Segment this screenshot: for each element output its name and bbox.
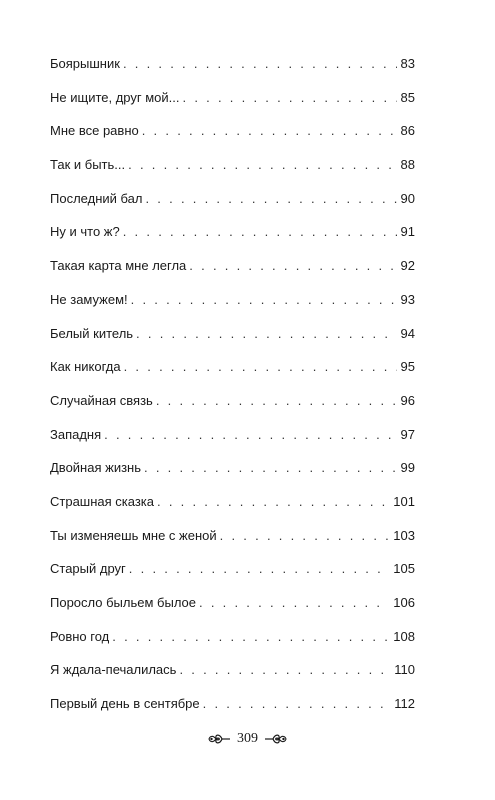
- toc-entry[interactable]: [50, 528, 415, 562]
- toc-page-number: 106: [393, 595, 415, 610]
- toc-page-number: 108: [393, 628, 415, 644]
- toc-entry[interactable]: [50, 494, 415, 528]
- toc-page-number: 92: [400, 258, 415, 274]
- dot-leader: [136, 326, 396, 342]
- dot-leader: [203, 696, 391, 712]
- toc-entry[interactable]: [50, 56, 415, 90]
- ornament-right-icon: [264, 732, 288, 746]
- ornament-left-icon: [207, 732, 231, 746]
- toc-entry[interactable]: [50, 427, 415, 461]
- dot-leader: [112, 629, 389, 645]
- dot-leader: [189, 258, 396, 274]
- toc-page-number: 85: [400, 89, 415, 105]
- toc-title: Как никогда: [50, 359, 121, 375]
- dot-leader: [220, 528, 390, 544]
- toc-title: Страшная сказка: [50, 493, 155, 509]
- toc-page-number: 90: [400, 190, 415, 206]
- toc-page-number: 97: [400, 426, 415, 442]
- toc-title: Ну и что ж?: [50, 224, 120, 240]
- toc-title: Мне все равно: [50, 123, 139, 139]
- toc-entry[interactable]: [50, 696, 415, 730]
- dot-leader: [104, 427, 396, 443]
- toc-title: Ты изменяешь мне с женой: [50, 527, 217, 543]
- toc-entry[interactable]: [50, 326, 415, 360]
- toc-page-number: 94: [400, 325, 415, 341]
- toc-page-number: 103: [393, 527, 415, 543]
- toc-title: Западня: [50, 426, 102, 442]
- toc-title: Так и быть...: [50, 157, 126, 173]
- toc-title: Поросло быльем былое: [50, 595, 197, 610]
- toc-page-number: 112: [394, 696, 415, 712]
- dot-leader: [145, 191, 396, 207]
- toc-entry[interactable]: [50, 359, 415, 393]
- page-footer: [0, 731, 495, 747]
- toc-page-number: 83: [400, 56, 415, 71]
- toc-title: Последний бал: [50, 190, 143, 206]
- toc-entry[interactable]: [50, 460, 415, 494]
- toc-title: Случайная связь: [50, 392, 153, 408]
- toc-title: Старый друг: [50, 561, 126, 577]
- dot-leader: [157, 494, 389, 510]
- dot-leader: [128, 157, 396, 173]
- toc-entry[interactable]: [50, 90, 415, 124]
- toc-title: Не замужем!: [50, 291, 128, 307]
- toc-entry[interactable]: [50, 393, 415, 427]
- page-number: 309: [237, 731, 258, 746]
- toc-title: Боярышник: [50, 56, 120, 71]
- toc-entry[interactable]: [50, 629, 415, 663]
- toc-page-number: 105: [393, 561, 415, 577]
- toc-title: Я ждала-печалилась: [50, 662, 177, 678]
- toc-page-number: 101: [393, 493, 415, 509]
- toc-entry[interactable]: [50, 224, 415, 258]
- toc-page-number: 95: [400, 359, 415, 375]
- toc-entry[interactable]: [50, 561, 415, 595]
- toc-title: Белый китель: [50, 325, 134, 341]
- toc-page-number: 91: [400, 224, 415, 240]
- toc-title: Такая карта мне легла: [50, 258, 187, 274]
- toc-entry[interactable]: [50, 157, 415, 191]
- toc-page-number: 88: [400, 157, 415, 173]
- dot-leader: [142, 123, 397, 139]
- dot-leader: [131, 292, 397, 308]
- toc-page-number: 93: [400, 291, 415, 307]
- toc-title: Не ищите, друг мой...: [50, 89, 180, 105]
- dot-leader: [123, 224, 397, 240]
- toc-title: Двойная жизнь: [50, 460, 141, 476]
- dot-leader: [179, 662, 390, 678]
- dot-leader: [144, 460, 397, 476]
- toc-entry[interactable]: [50, 123, 415, 157]
- dot-leader: [183, 90, 397, 106]
- dot-leader: [124, 359, 397, 375]
- dot-leader: [156, 393, 397, 409]
- toc-page-number: 96: [400, 392, 415, 408]
- toc-entry[interactable]: [50, 191, 415, 225]
- table-of-contents: [50, 56, 415, 730]
- toc-entry[interactable]: [50, 258, 415, 292]
- toc-entry[interactable]: [50, 662, 415, 696]
- toc-entry[interactable]: [50, 595, 415, 629]
- dot-leader: [123, 56, 397, 72]
- dot-leader: [129, 561, 390, 577]
- toc-page-number: 99: [400, 460, 415, 476]
- toc-title: Ровно год: [50, 628, 110, 644]
- toc-page-number: 110: [394, 662, 415, 678]
- toc-page-number: 86: [400, 123, 415, 139]
- toc-entry[interactable]: [50, 292, 415, 326]
- toc-title: Первый день в сентябре: [50, 696, 200, 712]
- dot-leader: [199, 595, 389, 611]
